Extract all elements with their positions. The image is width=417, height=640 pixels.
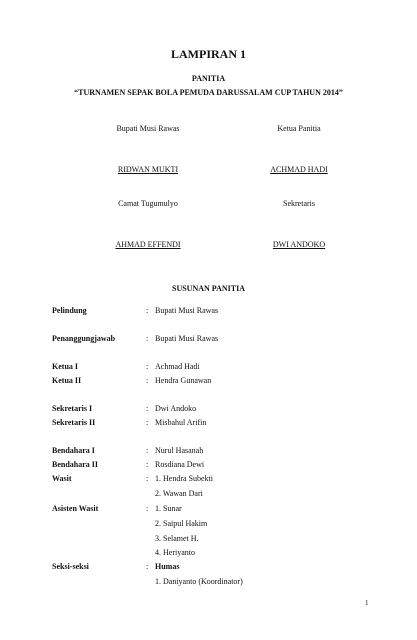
susunan-panitia-heading: SUSUNAN PANITIA <box>172 284 245 293</box>
document-title: LAMPIRAN 1 <box>171 47 246 61</box>
row-value: Humas <box>155 562 180 571</box>
row-colon: : <box>146 460 149 469</box>
signature-name-bupati: RIDWAN MUKTI <box>117 165 179 174</box>
signature-name-ketua: ACHMAD HADI <box>270 165 328 174</box>
row-colon: : <box>146 362 149 371</box>
event-title: “TURNAMEN SEPAK BOLA PEMUDA DARUSSALAM CUP TAHUN 2014” <box>74 88 343 97</box>
panitia-heading: PANITIA <box>191 74 226 83</box>
row-value: 3. Selamet H. <box>155 534 199 543</box>
row-colon: : <box>146 334 149 343</box>
row-label: Asisten Wasit <box>52 504 99 513</box>
signature-title-bupati: Bupati Musi Rawas <box>116 124 180 133</box>
row-value: Dwi Andoko <box>155 404 197 413</box>
signature-title-ketua: Ketua Panitia <box>277 124 321 133</box>
row-value: Rosdiana Dewi <box>155 460 205 469</box>
row-colon: : <box>146 474 149 483</box>
row-colon: : <box>146 504 149 513</box>
row-label: Sekretaris I <box>52 404 93 413</box>
page-number: 1 <box>365 599 369 607</box>
row-colon: : <box>146 404 149 413</box>
row-value: Achmad Hadi <box>155 362 200 371</box>
row-value: Nurul Hasanah <box>155 446 204 455</box>
row-value: 1. Daniyanto (Koordinator) <box>155 577 243 586</box>
row-label: Bendahara II <box>52 460 99 469</box>
row-value: Hendra Gunawan <box>155 376 212 385</box>
row-value: 2. Wawan Dari <box>155 489 203 498</box>
row-label: Ketua I <box>52 362 78 371</box>
row-colon: : <box>146 446 149 455</box>
row-label: Seksi-seksi <box>52 562 89 571</box>
row-label: Sekretaris II <box>52 418 96 427</box>
row-value: 4. Heriyanto <box>155 548 195 557</box>
row-label: Penanggungjawab <box>52 334 116 343</box>
row-label: Wasit <box>52 474 72 483</box>
row-value: 1. Hendra Subekti <box>155 474 213 483</box>
row-value: 2. Saipul Hakim <box>155 519 208 528</box>
row-colon: : <box>146 562 149 571</box>
row-value: Bupati Musi Rawas <box>155 306 219 315</box>
row-value: Misbahul Arifin <box>155 418 207 427</box>
row-value: 1. Sunar <box>155 504 182 513</box>
row-colon: : <box>146 376 149 385</box>
signature-name-sekretaris: DWI ANDOKO <box>272 240 326 249</box>
row-label: Pelindung <box>52 306 87 315</box>
row-value: Bupati Musi Rawas <box>155 334 219 343</box>
row-colon: : <box>146 418 149 427</box>
row-label: Bendahara I <box>52 446 95 455</box>
signature-title-camat: Camat Tugumulyo <box>118 199 178 208</box>
signature-name-camat: AHMAD EFFENDI <box>115 240 181 249</box>
row-colon: : <box>146 306 149 315</box>
signature-title-sekretaris: Sekretaris <box>283 199 315 208</box>
row-label: Ketua II <box>52 376 82 385</box>
